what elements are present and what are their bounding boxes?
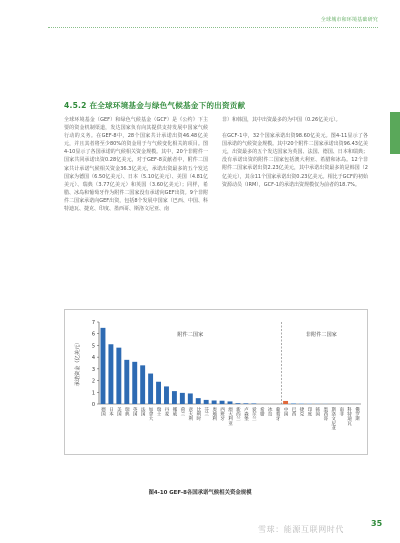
- bar: [148, 374, 153, 404]
- x-tick-label: 奥地利: [211, 407, 217, 421]
- y-tick-label: 7: [91, 320, 95, 326]
- y-tick-label: 5: [91, 343, 95, 350]
- x-tick-label: 芬兰: [203, 407, 209, 417]
- section-title: 4.5.2 在全球环境基金与绿色气候基金下的出资贡献: [64, 101, 246, 110]
- bar-chart: [65, 310, 369, 456]
- y-tick-label: 2: [91, 378, 95, 385]
- y-tick-label: 0: [91, 402, 95, 408]
- bar: [188, 393, 193, 404]
- x-tick-label: 瑞士: [156, 407, 162, 417]
- x-tick-label: 爱尔兰: [251, 407, 257, 421]
- x-tick-label: 意大利: [187, 407, 193, 421]
- right-paragraph-1: 非）和韩国，其中出资最多的为中国（0.26亿美元）。: [222, 117, 341, 123]
- x-tick-label: 比利时: [195, 407, 201, 421]
- x-tick-label: 韩国: [314, 407, 320, 417]
- bar: [180, 393, 185, 404]
- bar: [228, 401, 233, 404]
- bar: [196, 398, 201, 404]
- y-tick-label: 3: [91, 366, 95, 373]
- x-tick-label: 加拿大: [148, 407, 154, 421]
- bar: [299, 403, 304, 404]
- bar: [291, 403, 296, 404]
- x-tick-label: 卢森堡: [243, 407, 249, 421]
- watermark: 雪球：能源互联网时代: [258, 525, 344, 534]
- y-tick-label: 4: [91, 355, 95, 362]
- x-tick-label: 斯洛文尼亚: [330, 407, 336, 430]
- x-tick-label: 中国: [283, 407, 289, 417]
- x-tick-label: 丹麦: [163, 407, 169, 417]
- y-tick-label: 1: [91, 390, 95, 397]
- y-tick-label: 6: [91, 331, 95, 338]
- bar: [220, 401, 225, 404]
- right-paragraph-2: 在GCF-1中，32个国家承诺出资98.60亿美元。图4-11显示了各国承诺的气候资金规模。其中20个附件二国家承诺出资96.43亿美元，出资最多的五个发达国家为英国、法国、德国、日本和瑞典；没有承诺出资的附件二国家包括澳大利亚、希腊和冰岛。12个非附件二国家承诺出资2.23亿美元，其中承诺出资最多的是韩国（2亿美元），其余11个国家承诺出资0.23亿美元。相比于GCF的初始资源动员（IRM），GCF-1的承诺出资规模仅为前者的18.7%。: [222, 133, 368, 188]
- x-tick-label: 荷兰: [179, 407, 185, 417]
- header-title: 全球城市和环境基础研究: [320, 17, 378, 23]
- bar: [235, 403, 240, 404]
- x-tick-label: 葡萄牙: [275, 407, 281, 421]
- x-tick-label: 冰岛: [267, 407, 273, 417]
- x-tick-label: 美国: [116, 407, 122, 417]
- x-tick-label: 澳大利亚: [227, 407, 233, 426]
- x-tick-label: 瑞典: [124, 407, 130, 417]
- bar: [212, 400, 217, 404]
- x-tick-label: 希腊: [259, 407, 265, 417]
- bar: [132, 362, 137, 404]
- x-tick-label: 德国: [100, 407, 106, 417]
- x-tick-label: 墨西哥: [322, 407, 328, 421]
- x-tick-label: 西班牙: [219, 407, 225, 421]
- bar: [124, 360, 129, 404]
- bar: [172, 391, 177, 404]
- x-tick-label: 挪威: [171, 407, 177, 417]
- x-tick-label: 日本: [108, 407, 114, 417]
- bar: [283, 401, 288, 404]
- bar: [204, 400, 209, 404]
- x-tick-label: 巴西: [291, 407, 297, 417]
- x-tick-label: 新西兰: [235, 407, 241, 421]
- group-label-nonannex2: 非附件二国家: [305, 332, 337, 338]
- x-tick-label: 捷克: [298, 407, 304, 417]
- x-tick-label: 南非: [338, 407, 344, 417]
- x-tick-label: 俄罗斯: [354, 407, 360, 421]
- group-label-annex2: 附件二国家: [177, 332, 204, 338]
- bar: [243, 403, 248, 404]
- x-tick-label: 法国: [140, 407, 146, 417]
- bar: [108, 344, 113, 404]
- bar: [101, 328, 106, 404]
- x-tick-label: 科特迪瓦: [346, 407, 352, 426]
- bar: [140, 365, 145, 404]
- figure-caption: 图4-10 GEF-8各国承诺气候相关资金规模: [148, 490, 252, 496]
- left-paragraph-1: 全球环境基金（GEF）和绿色气候基金（GCF）是《公约》下主要的资金机制渠道，发达国家负有向其提供支持发展中国家气候行动的义务。在GEF-8中，28个国家共计承诺出资46.48亿美元，并且其者将至少80%的资金用于与气候变化相关的项目。图4-10显示了各国承诺的气候相关资金规模。其中，20个非附件一国家共同承诺出资0.28亿美元，对于GEF-8贡献者中，附件二国家共计承诺气候相关资金36.3亿美元，承诺出资最多的五个发达国家为德国（6.50亿美元）、日本（5.10亿美元）、美国（4.81亿美元）、瑞典（3.77亿美元）和英国（3.60亿美元）；同样，希腊、冰岛和葡萄牙作为附件二国家没有承诺向GEF出资。9个非附件二国家承诺向GEF出资，包括8个发展中国家（巴西、中国、科特迪瓦、捷克、印度、墨西哥、斯洛文尼亚、南: [64, 117, 208, 213]
- x-tick-label: 印度: [306, 407, 312, 417]
- side-tab: [390, 112, 400, 154]
- header-rule: [48, 27, 378, 28]
- right-column: [222, 116, 368, 197]
- bar: [251, 403, 256, 404]
- bar: [164, 386, 169, 404]
- bar: [156, 382, 161, 404]
- figure-box: [64, 309, 368, 455]
- y-axis-label: 承诺资金（亿美元）: [75, 339, 81, 387]
- bar: [116, 348, 121, 404]
- x-tick-label: 英国: [132, 407, 138, 417]
- page-number: 35: [371, 519, 383, 528]
- left-column: [64, 116, 208, 221]
